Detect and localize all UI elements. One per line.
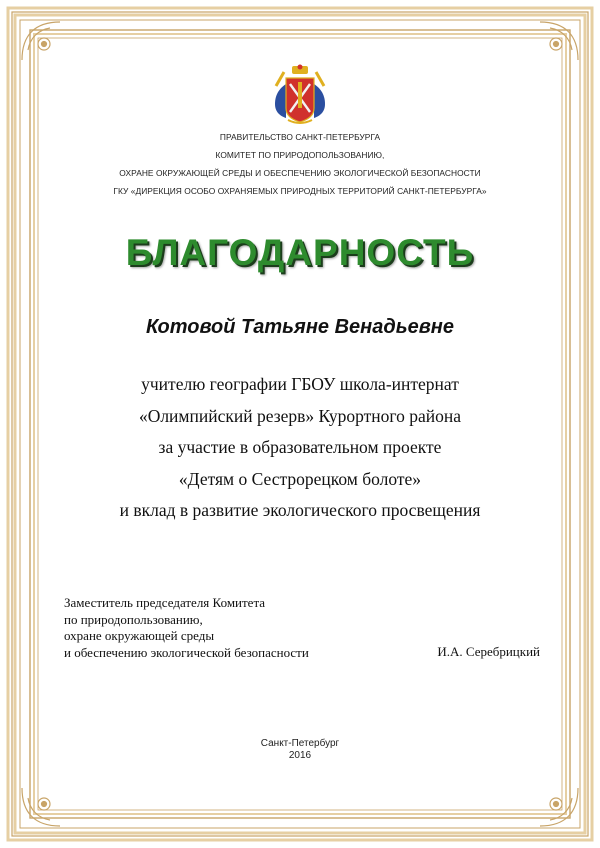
footer-city: Санкт-Петербург (260, 738, 340, 749)
body-line: «Олимпийский резерв» Курортного района (138, 405, 462, 426)
certificate-body (0, 369, 600, 527)
org-line-committee-cont: ОХРАНЕ ОКРУЖАЮЩЕЙ СРЕДЫ И ОБЕСПЕЧЕНИЮ ЭКОЛОГИЧЕСКОЙ БЕЗОПАСНОСТИ (119, 168, 481, 178)
signatory-line: Заместитель председателя Комитета (64, 595, 266, 610)
certificate-title: БЛАГОДАРНОСТЬ (125, 232, 475, 273)
place-and-date (0, 738, 600, 762)
body-line: учителю географии ГБОУ школа-интернат (141, 374, 459, 394)
body-line: «Детям о Сестрорецком болоте» (178, 468, 422, 489)
st-petersburg-coat-of-arms-icon (272, 64, 328, 126)
signatory-position (64, 595, 394, 661)
signatory-line: и обеспечению экологической безопасности (64, 644, 309, 660)
body-line: и вклад в развитие экологического просвещения (119, 500, 481, 520)
signatory-line: охране окружающей среды (64, 628, 215, 643)
signatory-line: по природопользованию, (64, 611, 203, 627)
org-line-government: ПРАВИТЕЛЬСТВО САНКТ-ПЕТЕРБУРГА (219, 132, 381, 142)
signer-name: И.А. Серебрицкий (437, 644, 540, 659)
recipient-name: Котовой Татьяне Венадьевне (145, 316, 454, 338)
org-line-committee: КОМИТЕТ ПО ПРИРОДОПОЛЬЗОВАНИЮ, (215, 150, 385, 160)
body-line: за участие в образовательном проекте (158, 437, 442, 457)
issuing-organization (0, 128, 600, 200)
footer-year: 2016 (288, 750, 312, 761)
org-line-directorate: ГКУ «ДИРЕКЦИЯ ОСОБО ОХРАНЯЕМЫХ ПРИРОДНЫХ ТЕРРИТОРИЙ САНКТ-ПЕТЕРБУРГА» (113, 186, 487, 196)
